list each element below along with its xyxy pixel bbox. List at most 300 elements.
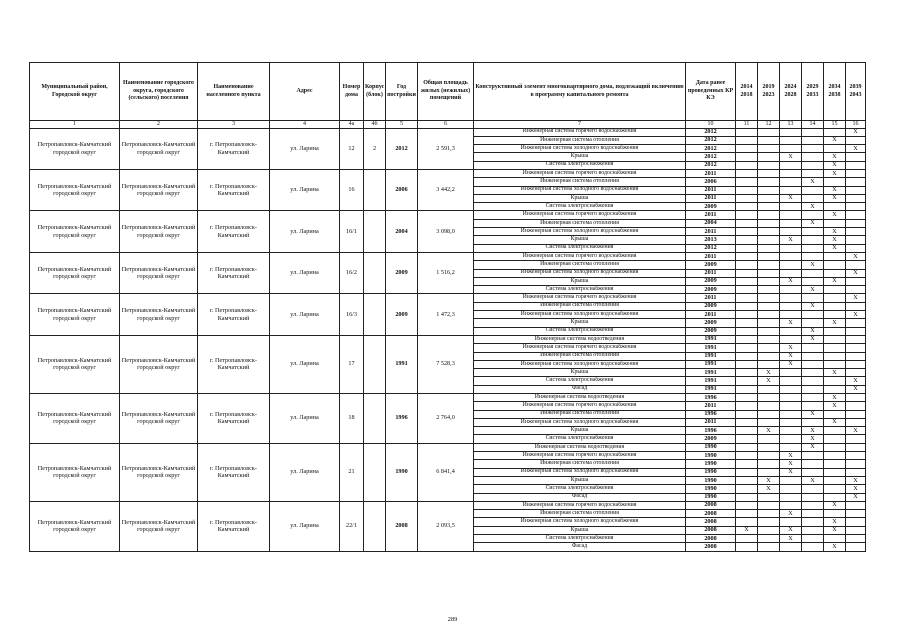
period-mark-cell (802, 277, 824, 285)
header-cell: 2024 2028 (780, 63, 802, 121)
street-cell: ул. Ларина (270, 169, 340, 210)
build-year-cell: 1991 (386, 335, 418, 393)
period-mark-cell (824, 410, 846, 418)
period-mark-cell (824, 360, 846, 368)
locality-cell: г. Петропавловск-Камчатский (198, 211, 270, 252)
period-mark-cell (736, 319, 758, 327)
period-mark-cell (802, 128, 824, 136)
column-number-cell: 6 (418, 121, 474, 129)
repair-date-cell: 2009 (686, 435, 736, 443)
period-mark-cell (846, 543, 866, 551)
repair-date-cell: 1991 (686, 352, 736, 360)
period-mark-cell: X (758, 377, 780, 385)
repair-date-cell: 1990 (686, 493, 736, 501)
period-mark-cell (824, 493, 846, 501)
period-mark-cell (758, 418, 780, 426)
period-mark-cell (824, 178, 846, 186)
period-mark-cell: X (824, 244, 846, 252)
area-cell: 3 442,2 (418, 169, 474, 210)
period-mark-cell (802, 510, 824, 518)
period-mark-cell (824, 443, 846, 451)
element-cell: Крыша (474, 236, 686, 244)
period-mark-cell (824, 476, 846, 484)
repair-date-cell: 2011 (686, 228, 736, 236)
area-cell: 7 528,3 (418, 335, 474, 393)
period-mark-cell (758, 277, 780, 285)
period-mark-cell: X (824, 211, 846, 219)
table-row (30, 335, 866, 343)
header-cell: Общая площадь жилых (нежилых) помещений (418, 63, 474, 121)
period-mark-cell (758, 543, 780, 551)
period-mark-cell (846, 186, 866, 194)
header-cell: Дата ранее проведенных КР КЭ (686, 63, 736, 121)
build-year-cell: 2004 (386, 211, 418, 252)
column-number-cell: 7 (474, 121, 686, 129)
repair-date-cell: 2013 (686, 236, 736, 244)
locality-cell: г. Петропавловск-Камчатский (198, 335, 270, 393)
period-mark-cell: X (758, 369, 780, 377)
period-mark-cell: X (802, 443, 824, 451)
build-year-cell: 1996 (386, 394, 418, 444)
period-mark-cell (758, 319, 780, 327)
period-mark-cell (802, 385, 824, 393)
element-cell: Инженерная система холодного водоснабжения (474, 518, 686, 526)
period-mark-cell (846, 360, 866, 368)
period-mark-cell (802, 269, 824, 277)
period-mark-cell (758, 269, 780, 277)
period-mark-cell: X (780, 236, 802, 244)
element-cell: Система электроснабжения (474, 161, 686, 169)
repair-date-cell: 2011 (686, 252, 736, 260)
period-mark-cell: X (846, 269, 866, 277)
period-mark-cell (758, 526, 780, 534)
repair-date-cell: 2009 (686, 261, 736, 269)
period-mark-cell (824, 128, 846, 136)
element-cell: Крыша (474, 369, 686, 377)
period-mark-cell (736, 228, 758, 236)
period-mark-cell (824, 286, 846, 294)
period-mark-cell: X (824, 369, 846, 377)
period-mark-cell (758, 435, 780, 443)
period-mark-cell (736, 435, 758, 443)
block-cell (364, 211, 386, 252)
repair-date-cell: 1990 (686, 476, 736, 484)
element-cell: Система электроснабжения (474, 435, 686, 443)
period-mark-cell: X (802, 435, 824, 443)
period-mark-cell: X (802, 302, 824, 310)
header-cell: Наименование городского округа, городского (сельского) поселения (120, 63, 198, 121)
element-cell: Инженерная система отопления (474, 410, 686, 418)
period-mark-cell (780, 252, 802, 260)
period-mark-cell (758, 510, 780, 518)
element-cell: Система электроснабжения (474, 327, 686, 335)
period-mark-cell (846, 203, 866, 211)
locality-cell: г. Петропавловск-Камчатский (198, 394, 270, 444)
period-mark-cell (736, 286, 758, 294)
period-mark-cell (846, 369, 866, 377)
house-number-cell: 22/1 (340, 501, 364, 551)
period-mark-cell (736, 335, 758, 343)
period-mark-cell: X (780, 344, 802, 352)
period-mark-cell (846, 501, 866, 509)
period-mark-cell (736, 493, 758, 501)
repair-date-cell: 2004 (686, 219, 736, 227)
header-cell: Год постройки (386, 63, 418, 121)
repair-date-cell: 1990 (686, 468, 736, 476)
period-mark-cell (846, 161, 866, 169)
repair-date-cell: 1990 (686, 452, 736, 460)
period-mark-cell (824, 311, 846, 319)
period-mark-cell: X (846, 294, 866, 302)
element-cell: Инженерная система горячего водоснабжения (474, 402, 686, 410)
period-mark-cell (758, 244, 780, 252)
element-cell: Инженерная система отопления (474, 352, 686, 360)
repair-date-cell: 2008 (686, 518, 736, 526)
element-cell: Инженерная система холодного водоснабжения (474, 186, 686, 194)
period-mark-cell: X (780, 468, 802, 476)
repair-date-cell: 2012 (686, 145, 736, 153)
period-mark-cell (736, 418, 758, 426)
period-mark-cell (802, 153, 824, 161)
period-mark-cell (846, 228, 866, 236)
element-cell: Крыша (474, 319, 686, 327)
district-cell: Петропавловск-Камчатский городской округ (30, 128, 120, 169)
period-mark-cell: X (780, 319, 802, 327)
period-mark-cell: X (780, 526, 802, 534)
period-mark-cell (758, 252, 780, 260)
period-mark-cell (780, 178, 802, 186)
period-mark-cell (758, 186, 780, 194)
element-cell: Фасад (474, 493, 686, 501)
district-cell: Петропавловск-Камчатский городской округ (30, 501, 120, 551)
period-mark-cell (780, 228, 802, 236)
area-cell: 2 093,5 (418, 501, 474, 551)
column-number-cell: 4 (270, 121, 340, 129)
period-mark-cell (802, 228, 824, 236)
settlement-cell: Петропавловск-Камчатский городской округ (120, 169, 198, 210)
settlement-cell: Петропавловск-Камчатский городской округ (120, 394, 198, 444)
period-mark-cell (846, 194, 866, 202)
repair-date-cell: 2009 (686, 319, 736, 327)
period-mark-cell (758, 211, 780, 219)
period-mark-cell (736, 194, 758, 202)
period-mark-cell: X (846, 476, 866, 484)
period-mark-cell (802, 311, 824, 319)
repair-date-cell: 2008 (686, 501, 736, 509)
build-year-cell: 2012 (386, 128, 418, 169)
period-mark-cell (824, 294, 846, 302)
period-mark-cell: X (758, 485, 780, 493)
table-row (30, 501, 866, 509)
period-mark-cell: X (780, 510, 802, 518)
element-cell: Инженерная система горячего водоснабжения (474, 252, 686, 260)
element-cell: Инженерная система холодного водоснабжения (474, 311, 686, 319)
district-cell: Петропавловск-Камчатский городской округ (30, 294, 120, 335)
period-mark-cell (758, 128, 780, 136)
house-number-cell: 16 (340, 169, 364, 210)
period-mark-cell (780, 244, 802, 252)
period-mark-cell: X (846, 252, 866, 260)
period-mark-cell (780, 286, 802, 294)
repair-date-cell: 1996 (686, 394, 736, 402)
period-mark-cell (824, 203, 846, 211)
period-mark-cell (846, 211, 866, 219)
period-mark-cell: X (824, 418, 846, 426)
block-cell (364, 394, 386, 444)
repair-date-cell: 1991 (686, 335, 736, 343)
period-mark-cell (802, 377, 824, 385)
period-mark-cell (736, 427, 758, 435)
period-mark-cell (758, 460, 780, 468)
repair-date-cell: 2011 (686, 311, 736, 319)
settlement-cell: Петропавловск-Камчатский городской округ (120, 335, 198, 393)
period-mark-cell (758, 136, 780, 144)
settlement-cell: Петропавловск-Камчатский городской округ (120, 211, 198, 252)
column-number-cell: 12 (758, 121, 780, 129)
period-mark-cell (758, 402, 780, 410)
period-mark-cell (824, 377, 846, 385)
period-mark-cell (846, 418, 866, 426)
repair-date-cell: 2009 (686, 277, 736, 285)
period-mark-cell: X (824, 394, 846, 402)
period-mark-cell: X (802, 476, 824, 484)
area-cell: 2 764,0 (418, 394, 474, 444)
period-mark-cell (758, 394, 780, 402)
period-mark-cell (780, 269, 802, 277)
area-cell: 3 098,0 (418, 211, 474, 252)
period-mark-cell: X (780, 277, 802, 285)
element-cell: Фасад (474, 543, 686, 551)
settlement-cell: Петропавловск-Камчатский городской округ (120, 128, 198, 169)
period-mark-cell (846, 261, 866, 269)
house-number-cell: 16/1 (340, 211, 364, 252)
period-mark-cell: X (824, 228, 846, 236)
period-mark-cell: X (802, 203, 824, 211)
period-mark-cell (758, 219, 780, 227)
period-mark-cell (736, 543, 758, 551)
period-mark-cell: X (846, 385, 866, 393)
period-mark-cell (846, 452, 866, 460)
period-mark-cell (846, 136, 866, 144)
repair-date-cell: 1996 (686, 427, 736, 435)
locality-cell: г. Петропавловск-Камчатский (198, 443, 270, 501)
period-mark-cell (758, 169, 780, 177)
period-mark-cell (846, 319, 866, 327)
locality-cell: г. Петропавловск-Камчатский (198, 294, 270, 335)
house-number-cell: 16/3 (340, 294, 364, 335)
period-mark-cell (758, 302, 780, 310)
period-mark-cell (802, 186, 824, 194)
table-row (30, 443, 866, 451)
period-mark-cell (846, 518, 866, 526)
period-mark-cell (780, 485, 802, 493)
repair-date-cell: 1991 (686, 360, 736, 368)
repair-date-cell: 1991 (686, 385, 736, 393)
period-mark-cell (736, 394, 758, 402)
period-mark-cell: X (824, 161, 846, 169)
area-cell: 6 841,4 (418, 443, 474, 501)
period-mark-cell: X (780, 153, 802, 161)
repair-date-cell: 2008 (686, 510, 736, 518)
column-number-cell: 4а (340, 121, 364, 129)
period-mark-cell (780, 427, 802, 435)
period-mark-cell: X (802, 410, 824, 418)
period-mark-cell (736, 510, 758, 518)
period-mark-cell (758, 443, 780, 451)
period-mark-cell (780, 169, 802, 177)
block-cell (364, 501, 386, 551)
period-mark-cell (780, 302, 802, 310)
period-mark-cell: X (846, 377, 866, 385)
period-mark-cell (780, 369, 802, 377)
build-year-cell: 2008 (386, 501, 418, 551)
table-body (30, 128, 866, 551)
period-mark-cell (846, 510, 866, 518)
element-cell: Инженерная система холодного водоснабжения (474, 360, 686, 368)
period-mark-cell (736, 311, 758, 319)
period-mark-cell (846, 352, 866, 360)
block-cell (364, 294, 386, 335)
column-number-row (30, 121, 866, 129)
period-mark-cell (780, 161, 802, 169)
period-mark-cell (780, 443, 802, 451)
period-mark-cell (736, 485, 758, 493)
period-mark-cell (802, 145, 824, 153)
period-mark-cell (780, 311, 802, 319)
repair-date-cell: 1991 (686, 377, 736, 385)
period-mark-cell: X (824, 402, 846, 410)
locality-cell: г. Петропавловск-Камчатский (198, 169, 270, 210)
element-cell: Инженерная система отопления (474, 136, 686, 144)
period-mark-cell (736, 136, 758, 144)
period-mark-cell (846, 468, 866, 476)
element-cell: Инженерная система холодного водоснабжения (474, 418, 686, 426)
period-mark-cell (824, 385, 846, 393)
period-mark-cell (736, 443, 758, 451)
element-cell: Инженерная система горячего водоснабжения (474, 294, 686, 302)
period-mark-cell (824, 302, 846, 310)
period-mark-cell (736, 452, 758, 460)
element-cell: Инженерная система горячего водоснабжения (474, 501, 686, 509)
period-mark-cell (846, 327, 866, 335)
locality-cell: г. Петропавловск-Камчатский (198, 252, 270, 293)
period-mark-cell (802, 418, 824, 426)
table-row (30, 169, 866, 177)
table-row (30, 128, 866, 136)
header-cell: 2034 2038 (824, 63, 846, 121)
period-mark-cell (846, 410, 866, 418)
element-cell: Система электроснабжения (474, 535, 686, 543)
period-mark-cell (802, 460, 824, 468)
period-mark-cell (736, 468, 758, 476)
repair-date-cell: 2011 (686, 269, 736, 277)
street-cell: ул. Ларина (270, 211, 340, 252)
header-cell: 2039 2043 (846, 63, 866, 121)
period-mark-cell (758, 261, 780, 269)
period-mark-cell (736, 344, 758, 352)
header-cell: Корпус (блок) (364, 63, 386, 121)
element-cell: Инженерная система холодного водоснабжения (474, 228, 686, 236)
period-mark-cell (758, 327, 780, 335)
period-mark-cell (846, 535, 866, 543)
period-mark-cell (736, 145, 758, 153)
period-mark-cell (736, 169, 758, 177)
element-cell: Инженерная система водоотведения (474, 335, 686, 343)
column-number-cell: 1 (30, 121, 120, 129)
period-mark-cell (802, 360, 824, 368)
header-cell: Наименование населенного пункта (198, 63, 270, 121)
block-cell (364, 335, 386, 393)
period-mark-cell (758, 178, 780, 186)
period-mark-cell: X (846, 145, 866, 153)
build-year-cell: 2009 (386, 294, 418, 335)
period-mark-cell (824, 252, 846, 260)
period-mark-cell (846, 435, 866, 443)
locality-cell: г. Петропавловск-Камчатский (198, 128, 270, 169)
repair-date-cell: 1991 (686, 344, 736, 352)
repair-date-cell: 2011 (686, 211, 736, 219)
period-mark-cell (758, 194, 780, 202)
table-row (30, 252, 866, 260)
period-mark-cell: X (824, 501, 846, 509)
period-mark-cell (802, 169, 824, 177)
area-cell: 2 591,3 (418, 128, 474, 169)
period-mark-cell (824, 269, 846, 277)
period-mark-cell (736, 369, 758, 377)
period-mark-cell (802, 136, 824, 144)
block-cell (364, 169, 386, 210)
period-mark-cell: X (736, 526, 758, 534)
element-cell: Система электроснабжения (474, 377, 686, 385)
period-mark-cell: X (802, 219, 824, 227)
element-cell: Инженерная система отопления (474, 302, 686, 310)
block-cell: 2 (364, 128, 386, 169)
street-cell: ул. Ларина (270, 128, 340, 169)
element-cell: Крыша (474, 153, 686, 161)
period-mark-cell (780, 543, 802, 551)
house-number-cell: 16/2 (340, 252, 364, 293)
period-mark-cell (736, 352, 758, 360)
period-mark-cell: X (824, 518, 846, 526)
district-cell: Петропавловск-Камчатский городской округ (30, 394, 120, 444)
repair-date-cell: 2011 (686, 186, 736, 194)
column-number-cell: 4б (364, 121, 386, 129)
column-number-cell: 13 (780, 121, 802, 129)
period-mark-cell (802, 369, 824, 377)
period-mark-cell (780, 377, 802, 385)
period-mark-cell (846, 169, 866, 177)
period-mark-cell: X (824, 526, 846, 534)
table-row (30, 211, 866, 219)
period-mark-cell (802, 194, 824, 202)
period-mark-cell (736, 385, 758, 393)
period-mark-cell (736, 153, 758, 161)
table-row (30, 394, 866, 402)
period-mark-cell (802, 402, 824, 410)
period-mark-cell (824, 468, 846, 476)
period-mark-cell (736, 261, 758, 269)
period-mark-cell (846, 302, 866, 310)
period-mark-cell (846, 178, 866, 186)
period-mark-cell (758, 335, 780, 343)
settlement-cell: Петропавловск-Камчатский городской округ (120, 501, 198, 551)
period-mark-cell (758, 352, 780, 360)
repair-date-cell: 2011 (686, 194, 736, 202)
period-mark-cell (802, 543, 824, 551)
period-mark-cell (736, 252, 758, 260)
period-mark-cell (736, 294, 758, 302)
column-number-cell: 3 (198, 121, 270, 129)
